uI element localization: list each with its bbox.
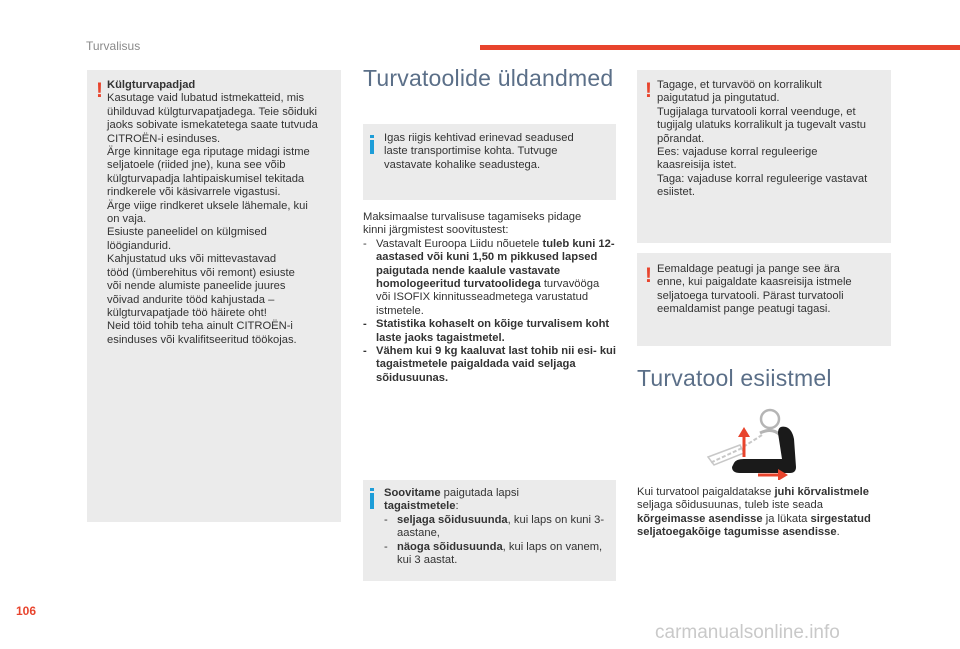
text-line: on vaja. <box>107 213 147 226</box>
child-seats-general-heading: Turvatoolide üldandmed <box>363 65 614 91</box>
text-line: tööd (ümberehitus või remont) esiuste <box>107 266 295 279</box>
warning-exclamation-icon: ! <box>645 79 652 102</box>
text-line: jaoks sobivate ismekatetega saate tutvuda <box>107 119 318 132</box>
text-line: esiistet. <box>657 186 695 199</box>
text-line: põrandat. <box>657 132 705 145</box>
text-line: Taga: vajaduse korral reguleerige vastavat <box>657 172 868 185</box>
text-line: Eemaldage peatugi ja pange see ära <box>657 263 840 275</box>
text-line: tugijalg ulatuks korralikult ja tugevalt vastu <box>657 119 866 132</box>
page-number: 106 <box>16 604 37 618</box>
text-line: ühilduvad külgturvapatjadega. Teie sõiduki <box>107 105 318 118</box>
text-line: Ärge viige rindkeret uksele lähemale, kui <box>107 199 308 212</box>
text-line: Ärge kinnitage ega riputage midagi istme <box>107 146 310 159</box>
warning-exclamation-icon: ! <box>645 264 652 287</box>
recommendation-item-2: - Statistika kohaselt on kõige turvalisem koht laste jaoks tagaistmetel. <box>363 318 616 345</box>
side-airbag-title: Külgturvapadjad <box>107 79 196 91</box>
text-line: kinni järgmistest soovitustest: <box>363 224 509 237</box>
section-title: Turvalisus <box>86 39 141 53</box>
text-line: kaasreisija istet. <box>657 159 737 172</box>
text-line: Esiuste paneelidel on külgmised <box>107 226 267 239</box>
text-line: Kahjustatud uks või mittevastavad <box>107 253 277 266</box>
info-icon <box>370 140 374 154</box>
warning-exclamation-icon: ! <box>96 79 103 102</box>
text-line: seljatoega turvatooli. Pärast turvatooli <box>657 289 844 302</box>
text-line: külgturvapadja lahtipaiskumisel tekitada <box>107 172 305 185</box>
seat-adjustment-illustration <box>700 405 805 480</box>
text-line: Neid töid tohib teha ainult CITROËN-i <box>107 320 293 333</box>
text-line: esinduses või kvalifitseeritud töökojas. <box>107 333 297 346</box>
regulations-info-text <box>384 132 612 172</box>
text-line: külgturvapatjade töö häirete oht! <box>107 306 267 319</box>
watermark: carmanualsonline.info <box>655 622 840 643</box>
text-line: Tagage, et turvavöö on korralikult <box>657 79 822 91</box>
text-line: seljatoele (riided jne), kuna see võib <box>107 159 286 172</box>
info-icon <box>370 493 374 509</box>
text-line: Ees: vajaduse korral reguleerige <box>657 146 818 159</box>
text-line: Tugijalaga turvatooli korral veenduge, et <box>657 105 856 118</box>
seatbelt-warning-text <box>657 79 889 200</box>
text-line: vastavate kohalike seadustega. <box>384 158 541 171</box>
rear-seat-recommendation-text: Soovitame paigutada lapsi tagaistmetele: - seljaga sõidusuunda, kui laps on kuni 3-aastane, - näoga sõidusuunda, kui laps on vanem, kui 3 aastat. <box>384 487 612 567</box>
forward-facing-option: - näoga sõidusuunda, kui laps on vanem, kui 3 aastat. <box>384 541 612 568</box>
text-line: paigutatud ja pingutatud. <box>657 92 780 105</box>
side-airbag-warning-text <box>107 79 339 347</box>
text-line: CITROËN-i esinduses. <box>107 132 221 145</box>
headrest-warning-text <box>657 263 889 317</box>
front-seat-child-seat-heading: Turvatool esiistmel <box>637 365 832 391</box>
text-line: või nende alumiste paneelide juures <box>107 280 286 293</box>
text-line: Kasutage vaid lubatud istmekatteid, mis <box>107 92 305 105</box>
recommendation-item-3: - Vähem kui 9 kg kaaluvat last tohib nii esi- kui tagaistmetele paigaldada vaid seljaga sõidusuunas. <box>363 345 616 385</box>
rear-facing-option: - seljaga sõidusuunda, kui laps on kuni 3-aastane, <box>384 514 612 541</box>
text-line: Maksimaalse turvalisuse tagamiseks pidage <box>363 211 582 223</box>
text-line: Igas riigis kehtivad erinevad seadused <box>384 132 574 144</box>
text-line: võivad andurite tööd kahjustada – <box>107 293 275 306</box>
front-seat-instructions: Kui turvatool paigaldatakse juhi kõrvalistmele seljaga sõidusuunas, tuleb iste seada kõrgeimasse asendisse ja lükata sirgestatud seljatoegakõige tagumisse asendisse. <box>637 486 871 539</box>
header-accent-bar <box>480 45 960 50</box>
text-line: laste transportimise kohta. Tutvuge <box>384 145 558 158</box>
text-line: löögiandurid. <box>107 239 172 252</box>
text-line: enne, kui paigaldate kaasreisija istmele <box>657 276 852 289</box>
text-line: rindkerele või käsivarrele vigastusi. <box>107 186 281 199</box>
text-line: eemaldamist pange peatugi tagasi. <box>657 303 831 316</box>
recommendations-text <box>363 211 616 385</box>
recommendation-item-1: - Vastavalt Euroopa Liidu nõuetele tuleb kuni 12-aastased või kuni 1,50 m pikkused lapsed paigutada nende kaalule vastavate homologeeritud turvatoolidega turvavööga või ISOFIX kinnitusseadmetega varustatud istmetele. <box>363 238 616 318</box>
